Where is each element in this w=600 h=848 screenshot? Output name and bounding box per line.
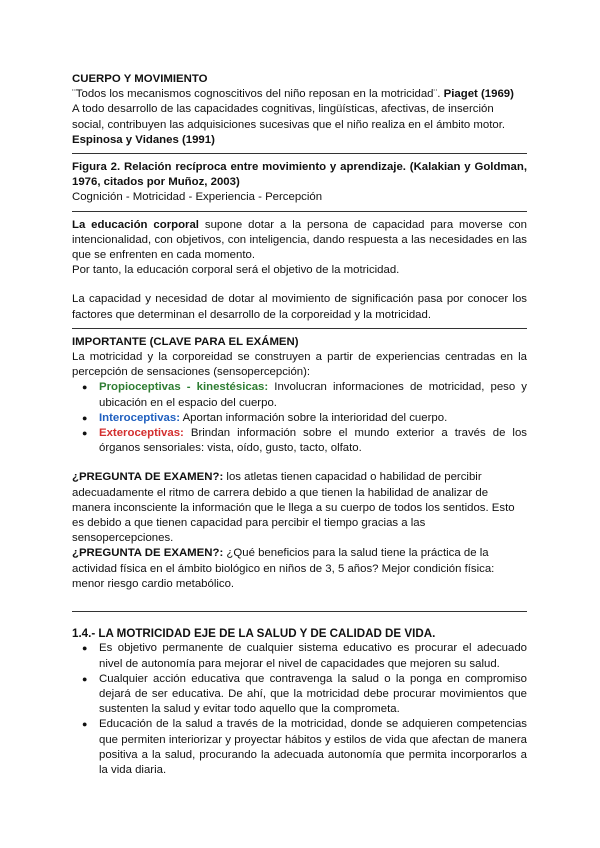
figure-sequence: Cognición - Motricidad - Experiencia - Percepción <box>72 191 323 204</box>
exam-text: ¿Qué beneficios para la salud tiene la práctica de la actividad física en el ámbito biológico en niños de 3, 5 años? Mejor condición física: menor riesgo cardio metabólico. <box>72 547 495 590</box>
corporal-term: La educación corporal <box>72 218 199 231</box>
list-item-text: Involucran informaciones de motricidad, peso y ubicación en el espacio del cuerpo. <box>99 381 527 409</box>
interoceptive-term: Interoceptivas: <box>99 411 181 424</box>
intro-paragraph: A todo desarrollo de las capacidades cognitivas, lingüísticas, afectivas, de inserción social, contribuyen las adquisiciones sucesivas que el niño realiza en el ámbito motor. <box>72 103 506 131</box>
bullet-icon: ● <box>82 428 88 439</box>
list-item-text: Es objetivo permanente de cualquier sistema educativo es procurar el adecuado nivel de autonomía para mejorar el nivel de capacidades que mejoren su salud. <box>99 642 527 670</box>
list-item-text: Aportan información sobre la interioridad del cuerpo. <box>180 411 448 424</box>
bullet-icon: ● <box>82 412 88 423</box>
sensation-list <box>72 380 527 456</box>
section-title: CUERPO Y MOVIMIENTO <box>72 73 208 85</box>
bullet-icon: ● <box>82 643 88 654</box>
exam-question-1 <box>72 470 527 546</box>
list-item <box>72 426 527 456</box>
corporal-paragraph <box>72 218 527 264</box>
proprioceptive-term: Propioceptivas - kinestésicas: <box>99 381 269 394</box>
list-item-text: Cualquier acción educativa que contravenga la salud o la ponga en compromiso dejará de ser educativa. De ahí, que la motricidad debe procurar movimientos que sustenten la salud y evitar todo aquello que la comprometa. <box>99 672 527 716</box>
divider <box>72 153 527 154</box>
list-item <box>72 672 527 718</box>
list-item-text: Brindan información sobre el mundo exterior a través de los órganos sensoriales: vista, oído, gusto, tacto, olfato. <box>99 427 527 455</box>
quote-line <box>72 87 527 102</box>
divider <box>72 611 527 612</box>
bullet-icon: ● <box>82 673 88 684</box>
divider <box>72 211 527 212</box>
citation-author: Espinosa y Vidanes (1991) <box>72 133 215 146</box>
figure-caption: Figura 2. Relación recíproca entre movimiento y aprendizaje. (Kalakian y Goldman, 1976, citados por Muñoz, 2003) <box>72 161 527 189</box>
corporal-text: supone dotar a la persona de capacidad para moverse con intencionalidad, con objetivos, con inteligencia, dando respuesta a las necesidades en las que se enfrenten en cada momento. <box>72 218 527 262</box>
important-intro: La motricidad y la corporeidad se construyen a partir de experiencias centradas en la percepción de sensaciones (sensopercepción): <box>72 351 527 379</box>
list-item <box>72 380 527 410</box>
exam-label: ¿PREGUNTA DE EXAMEN?: <box>72 547 224 560</box>
list-item <box>72 641 527 671</box>
important-title: IMPORTANTE (CLAVE PARA EL EXÁMEN) <box>72 335 299 348</box>
bullet-icon: ● <box>82 719 88 730</box>
list-item <box>72 717 527 778</box>
section-1-4-title: 1.4.- LA MOTRICIDAD EJE DE LA SALUD Y DE CALIDAD DE VIDA. <box>72 627 436 641</box>
exteroceptive-term: Exteroceptivas: <box>99 427 184 440</box>
quote-text: ¨Todos los mecanismos cognoscitivos del niño reposan en la motricidad¨. <box>72 88 441 101</box>
health-list <box>72 641 527 778</box>
list-item-text: Educación de la salud a través de la motricidad, donde se adquieren competencias que permiten interiorizar y proyectar hábitos y estilos de vida que afectan de manera positiva a la salud, procurando la adecuada autonomía que permita incorporarlos a la vida diaria. <box>99 718 527 776</box>
exam-label: ¿PREGUNTA DE EXAMEN?: <box>72 471 224 484</box>
divider <box>72 328 527 329</box>
exam-question-2 <box>72 546 527 592</box>
corporal-paragraph-2: La capacidad y necesidad de dotar al movimiento de significación pasa por conocer los factores que determinan el desarrollo de la corporeidad y la motricidad. <box>72 293 527 321</box>
document-page <box>72 72 527 778</box>
quote-author: Piaget (1969) <box>443 88 514 101</box>
bullet-icon: ● <box>82 382 88 393</box>
list-item <box>72 411 527 426</box>
corporal-conclusion: Por tanto, la educación corporal será el objetivo de la motricidad. <box>72 264 400 277</box>
exam-text: los atletas tienen capacidad o habilidad de percibir adecuadamente el ritmo de carrera debido a que tienen la habilidad de analizar de manera inconsciente la información que le llega a su cuerpo de todos los sentidos. Esto es debido a que tienen capacidad para percibir el tiempo gracias a las sensopercepciones. <box>72 471 515 545</box>
